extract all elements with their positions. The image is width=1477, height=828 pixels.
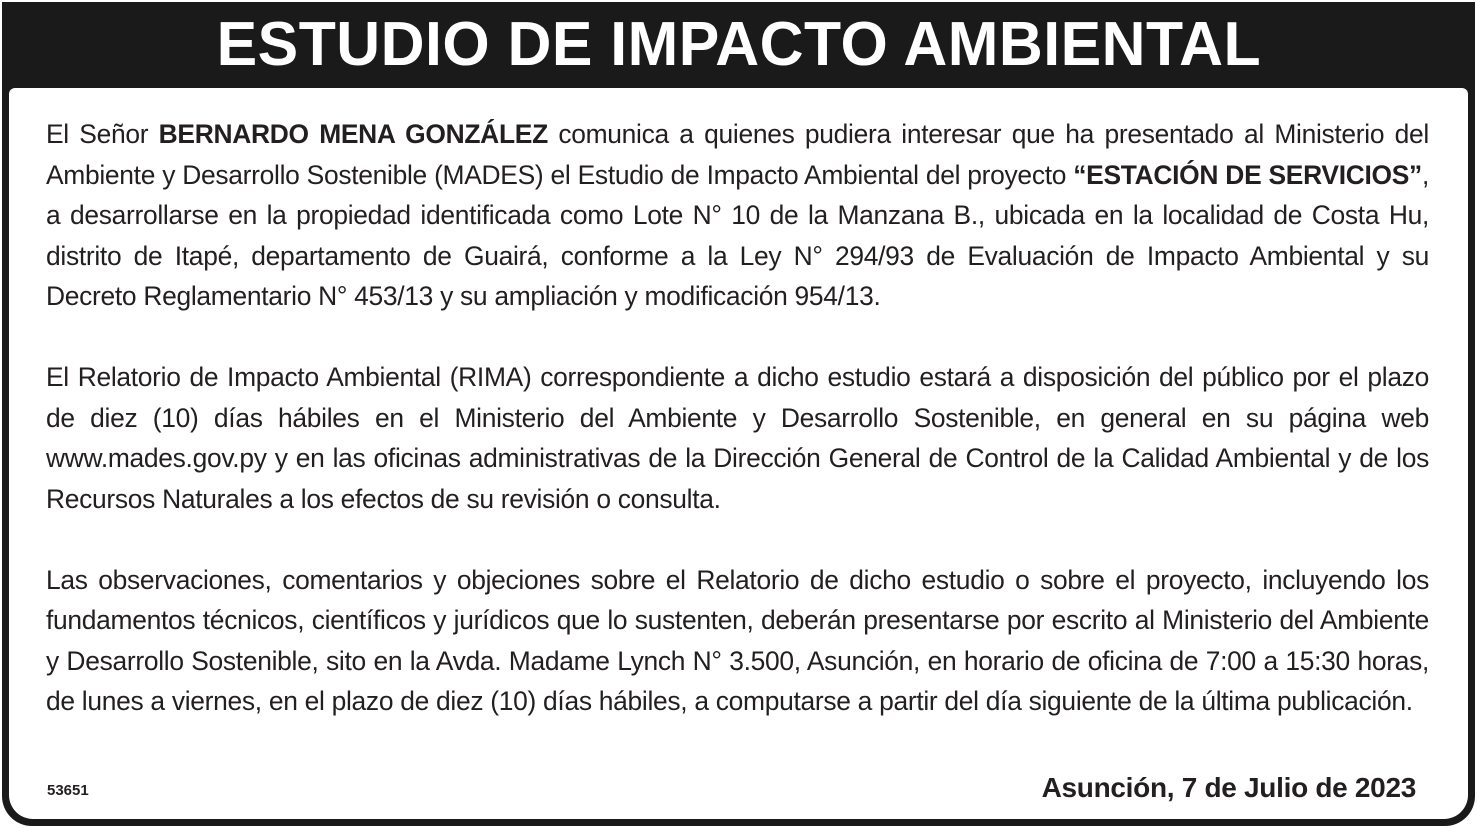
announcement-intro: El Señor xyxy=(46,119,159,149)
notice-body xyxy=(9,88,1468,819)
paragraph-observations: Las observaciones, comentarios y objeciones sobre el Relatorio de dicho estudio o sobre el proyecto, incluyendo los fundamentos técnicos, científicos y jurídicos que lo sustenten, deberán presentarse por escrito al Ministerio del Ambiente y Desarrollo Sostenible, sito en la Avda. Madame Lynch N° 3.500, Asunción, en horario de oficina de 7:00 a 15:30 horas, de lunes a viernes, en el plazo de diez (10) días hábiles, a computarse a partir del día siguiente de la última publicación. xyxy=(46,564,1429,716)
paragraph-announcement xyxy=(46,114,1429,317)
reference-code: 53651 xyxy=(47,782,89,799)
title-bar xyxy=(2,2,1475,88)
paragraph-rima: El Relatorio de Impacto Ambiental (RIMA) correspondiente a dicho estudio estará a disposición del público por el plazo de diez (10) días hábiles en el Ministerio del Ambiente y Desarrollo Sostenible, en general en su página web www.mades.gov.py y en las oficinas administrativas de la Dirección General de Control de la Calidad Ambiental y de los Recursos Naturales a los efectos de su revisión o consulta. xyxy=(46,362,1429,514)
place-date: Asunción, 7 de Julio de 2023 xyxy=(1041,772,1416,803)
announcement-location: , a desarrollarse en la propiedad identificada como Lote N° 10 de la Manzana B., ubicada en la localidad de Costa Hu, distrito de Itapé, departamento de Guairá, conforme a la Ley N° 294/93 de Evaluación de Impacto Ambiental y su Decreto Reglamentario N° 453/13 y su ampliación y modificación 954/13. xyxy=(46,159,1429,311)
notice-title: ESTUDIO DE IMPACTO AMBIENTAL xyxy=(216,10,1261,79)
body-text xyxy=(46,114,1429,722)
announcement-text: comunica a quienes pudiera interesar que ha presentado al Ministerio del Ambiente y Desarrollo Sostenible (MADES) el Estudio de Impacto Ambiental del proyecto xyxy=(46,119,1429,190)
project-name: “ESTACIÓN DE SERVICIOS” xyxy=(1073,159,1422,190)
notice-frame xyxy=(2,2,1475,826)
proponent-name: BERNARDO MENA GONZÁLEZ xyxy=(158,119,548,149)
